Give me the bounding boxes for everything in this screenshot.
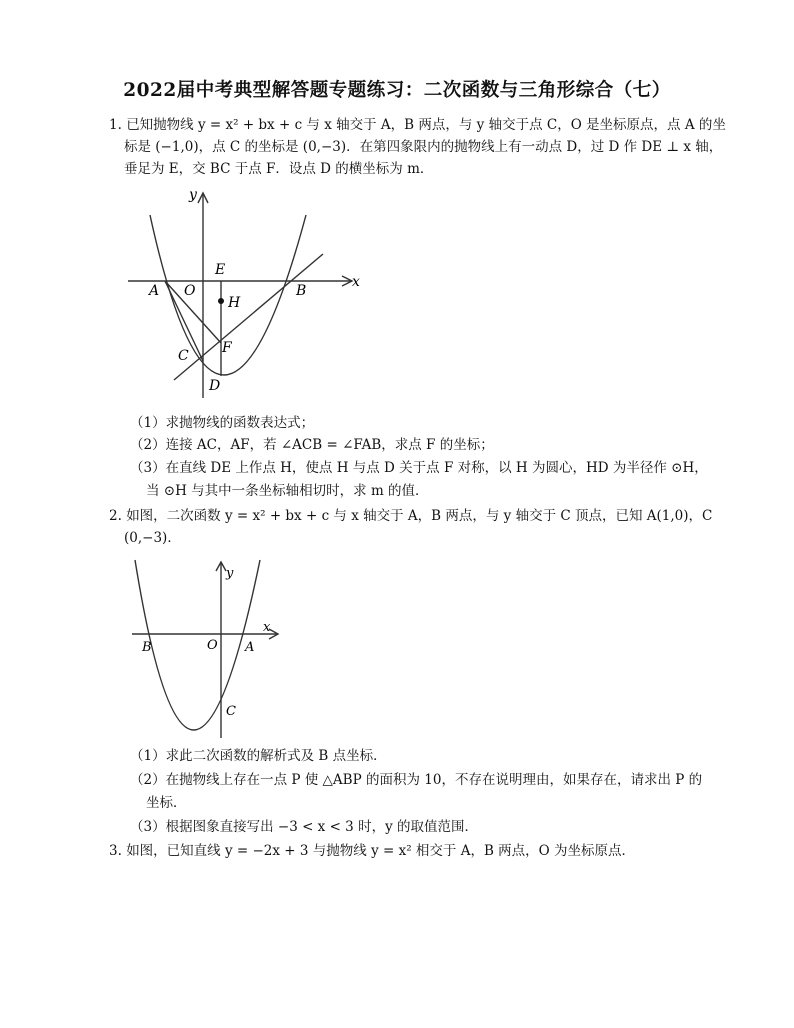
problem-1-stem-line-2: 标是 (−1,0)，点 C 的坐标是 (0,−3)．在第四象限内的抛物线上有一动点 D，过 D 作 DE ⊥ x 轴，	[124, 139, 723, 155]
fig2-label-y: y	[226, 566, 234, 581]
fig1-label-h: H	[228, 295, 241, 311]
fig1-label-y: y	[189, 187, 197, 203]
problem-1-stem-line-3: 垂足为 E，交 BC 于点 F．设点 D 的横坐标为 m．	[124, 161, 434, 177]
problem-2-part-2: （2）在抛物线上存在一点 P 使 △ABP 的面积为 10，不存在说明理由，如果存在，请求出 P 的	[130, 772, 703, 788]
problem-2-part-3: （3）根据图象直接写出 −3 < x < 3 时，y 的取值范围．	[130, 819, 478, 835]
problem-1-part-2: （2）连接 AC，AF，若 ∠ACB = ∠FAB，求点 F 的坐标；	[130, 437, 494, 453]
fig2-label-c: C	[226, 704, 236, 719]
fig1-label-a: A	[149, 283, 160, 299]
problem-3-stem-text-1: 如图，已知直线 y = −2x + 3 与抛物线 y = x² 相交于 A，B 两点，O 为坐标原点．	[126, 843, 636, 859]
problem-2-stem-text-1: 如图，二次函数 y = x² + bx + c 与 x 轴交于 A，B 两点，与 y 轴交于 C 顶点，已知 A(1,0)，C	[126, 508, 713, 524]
problem-1-stem-text-1: 已知抛物线 y = x² + bx + c 与 x 轴交于 A，B 两点，与 y 轴交于点 C，O 是坐标原点，点 A 的坐	[126, 117, 726, 133]
page-title: 2022届中考典型解答题专题练习：二次函数与三角形综合（七）	[123, 80, 671, 101]
fig1-label-e: E	[215, 262, 226, 278]
fig2-label-a: A	[245, 640, 255, 655]
fig2-label-b: B	[142, 640, 152, 655]
fig1-label-o: O	[184, 283, 196, 299]
fig2-label-x: x	[263, 620, 271, 635]
fig2-label-o: O	[207, 638, 218, 653]
problem-2-stem-line-2: (0,−3)．	[124, 530, 181, 546]
problem-2-number: 2.	[109, 508, 122, 524]
fig1-label-f: F	[222, 340, 232, 356]
fig2-parabola	[135, 560, 260, 730]
fig1-label-x: x	[352, 274, 360, 290]
problem-1-part-1: （1）求抛物线的函数表达式；	[130, 415, 315, 431]
fig1-label-b: B	[296, 283, 307, 299]
fig1-label-c: C	[178, 348, 189, 364]
problem-1-part-3: （3）在直线 DE 上作点 H，使点 H 与点 D 关于点 F 对称，以 H 为圆心，HD 为半径作 ⊙H，	[130, 460, 708, 476]
problem-1-part-3-cont: 当 ⊙H 与其中一条坐标轴相切时，求 m 的值．	[146, 483, 429, 499]
problem-2-part-1: （1）求此二次函数的解析式及 B 点坐标．	[130, 748, 387, 764]
problem-2-part-2-cont: 坐标．	[146, 795, 187, 811]
fig1-label-d: D	[209, 378, 221, 394]
problem-1-number: 1.	[109, 117, 122, 133]
problem-3-stem-line-1	[109, 842, 635, 860]
problem-3-number: 3.	[109, 843, 122, 859]
